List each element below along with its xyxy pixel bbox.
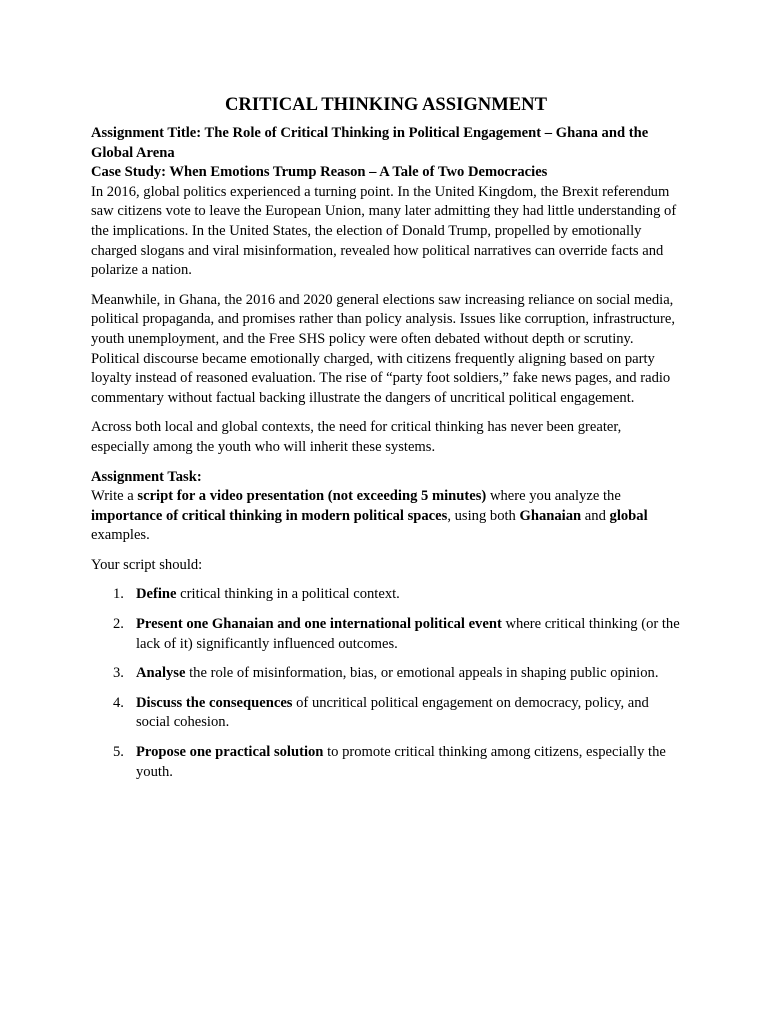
list-item-number: 3. <box>113 665 124 682</box>
list-item-text: of uncritical political engagement on democracy, policy, and social cohesion. <box>136 694 649 731</box>
list-item-bold: Present one Ghanaian and one international political event <box>136 616 502 633</box>
list-item <box>91 585 681 605</box>
list-item <box>91 615 681 654</box>
list-item <box>91 743 681 782</box>
list-item-number: 2. <box>113 616 124 633</box>
intro-text-4: and <box>581 507 610 524</box>
list-item-bold: Discuss the consequences <box>136 694 293 711</box>
list-item-text: to promote critical thinking among citizens, especially the youth. <box>136 744 666 780</box>
document-page <box>91 93 681 792</box>
intro-text-3: , using both <box>447 507 520 524</box>
intro-bold-ghanaian: Ghanaian <box>519 507 582 524</box>
case-study-paragraph-2: Meanwhile, in Ghana, the 2016 and 2020 general elections saw increasing reliance on social media, political propaganda, and promises rather than policy analysis. Issues like corruption, infrastructure, youth unemployment, and the Free SHS policy were often debated without depth or scrutiny. Political discourse became emotionally charged, with citizens frequently aligning based on party loyalty instead of reasoned evaluation. The rise of “party foot soldiers,” fake news pages, and radio commentary without factual backing illustrate the dangers of uncritical political engagement. <box>91 291 675 406</box>
list-item-bold: Analyse <box>136 665 186 682</box>
list-item-text: the role of misinformation, bias, or emotional appeals in shaping public opinion. <box>185 665 659 682</box>
list-item-number: 1. <box>113 586 124 603</box>
list-item <box>91 664 681 684</box>
case-study-section <box>91 163 681 281</box>
case-study-paragraph-1: In 2016, global politics experienced a turning point. In the United Kingdom, the Brexit referendum saw citizens vote to leave the European Union, many later admitting they had little understanding of the implications. In the United States, the election of Donald Trump, propelled by emotionally charged slogans and viral misinformation, revealed how political narratives can override facts and polarize a nation. <box>91 183 677 279</box>
assignment-task-section <box>91 468 681 546</box>
list-item <box>91 694 681 733</box>
intro-bold-importance: importance of critical thinking in modern political spaces <box>91 507 448 524</box>
task-list <box>91 585 681 782</box>
intro-text-5: examples. <box>91 527 150 544</box>
list-item-bold: Propose one practical solution <box>136 744 324 761</box>
intro-text-1: Write a <box>91 488 138 505</box>
list-item-text: where critical thinking (or the lack of it) significantly influenced outcomes. <box>136 616 680 652</box>
list-item-number: 5. <box>113 744 124 761</box>
list-item-bold: Define <box>136 586 177 603</box>
case-study-paragraph-3: Across both local and global contexts, the need for critical thinking has never been greater, especially among the youth who will inherit these systems. <box>91 419 622 455</box>
intro-bold-global: global <box>609 507 648 524</box>
assignment-task-intro <box>91 487 681 546</box>
intro-text-2: where you analyze the <box>486 488 621 505</box>
document-title: CRITICAL THINKING ASSIGNMENT <box>224 94 548 115</box>
assignment-title: Assignment Title: The Role of Critical Thinking in Political Engagement – Ghana and the Global Arena <box>91 125 649 161</box>
case-study-heading: Case Study: When Emotions Trump Reason – A Tale of Two Democracies <box>91 164 548 181</box>
list-item-text: critical thinking in a political context. <box>176 586 400 603</box>
intro-bold-video-script: script for a video presentation (not exceeding 5 minutes) <box>137 488 487 505</box>
script-lead-in: Your script should: <box>91 556 203 573</box>
assignment-task-heading: Assignment Task: <box>91 468 202 485</box>
list-item-number: 4. <box>113 694 124 711</box>
